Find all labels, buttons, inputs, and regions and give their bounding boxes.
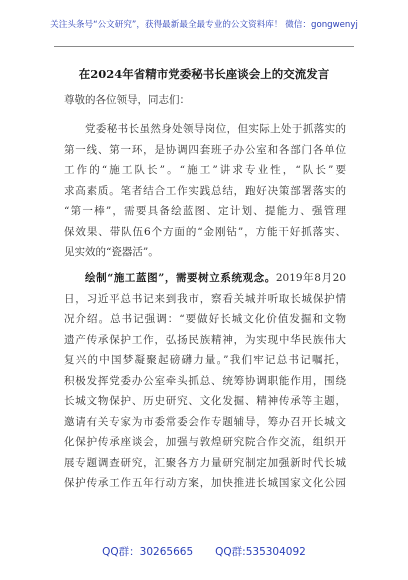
paragraph-2-line: 积极发挥党委办公室牵头抓总、统筹协调职能作用，围绕 [64, 374, 346, 387]
footer-qq-group-2: QQ群:535304092 [215, 546, 306, 558]
salutation: 尊敬的各位领导，同志们： [64, 94, 190, 106]
paragraph-1 [64, 119, 346, 263]
paragraph-2-line: 况介绍。总书记强调：“要做好长城文化价值发掘和文物 [64, 313, 346, 325]
document-title: 在2024年省精市党委秘书长座谈会上的交流发言 [78, 67, 330, 81]
paragraph-2-line: 遗产传承保护工作，弘扬民族精神，为实现中华民族伟大 [64, 333, 346, 346]
header-notice: 关注头条号“公文研究”，获得最新最全最专业的公文资料库！ 微信：gongwenyj [50, 20, 358, 30]
paragraph-1-line: 保效果、带队伍6个方面的“金刚钻”，方能干好抓落实、 [64, 225, 346, 238]
paragraph-1-line: 见实效的“瓷器活”。 [64, 246, 159, 258]
paragraph-2-heading: 绘制“施工蓝图”，需要树立系统观念。 [85, 272, 276, 284]
footer-qq-group-1: QQ群：30265665 [102, 546, 194, 558]
paragraph-2-line: 日，习近平总书记来到我市，察看关城并听取长城保护情 [64, 292, 346, 305]
paragraph-1-line: 第一线、第一环，是协调四套班子办公室和各部门各单位 [64, 143, 346, 156]
paragraph-1-line: 工作的“施工队长”。“施工”讲求专业性，“队长”要 [64, 164, 346, 176]
footer-contacts [0, 544, 408, 559]
paragraph-2-line: 复兴的中国梦凝聚起磅礴力量。”我们牢记总书记嘱托， [64, 354, 346, 366]
paragraph-2-line: 保护传承工作五年行动方案，加快推进长城国家文化公园 [64, 477, 346, 489]
paragraph-1-line: 求高素质。笔者结合工作实践总结，跑好决策部署落实的 [64, 184, 346, 197]
paragraph-2-first-line [64, 268, 346, 289]
paragraph-2-line: 化保护传承座谈会，加强与敦煌研究院合作交流，组织开 [64, 436, 346, 448]
paragraph-2-first-rest: 2019年8月20 [275, 272, 346, 284]
paragraph-2-line: 展专题调查研究，汇聚各方力量研究制定加强新时代长城 [64, 456, 346, 469]
paragraph-1-line: “第一棒”，需要具备绘蓝图、定计划、提能力、强管理 [64, 205, 346, 217]
paragraph-2-line: 长城文物保护、历史研究、文化发掘、精神传承等主题， [64, 395, 346, 407]
paragraph-1-line: 党委秘书长虽然身处领导岗位，但实际上处于抓落实的 [85, 123, 346, 135]
paragraph-2-line: 邀请有关专家为市委常委会作专题辅导，筹办召开长城文 [64, 415, 346, 428]
paragraph-2 [64, 268, 346, 494]
header-divider [54, 46, 354, 47]
